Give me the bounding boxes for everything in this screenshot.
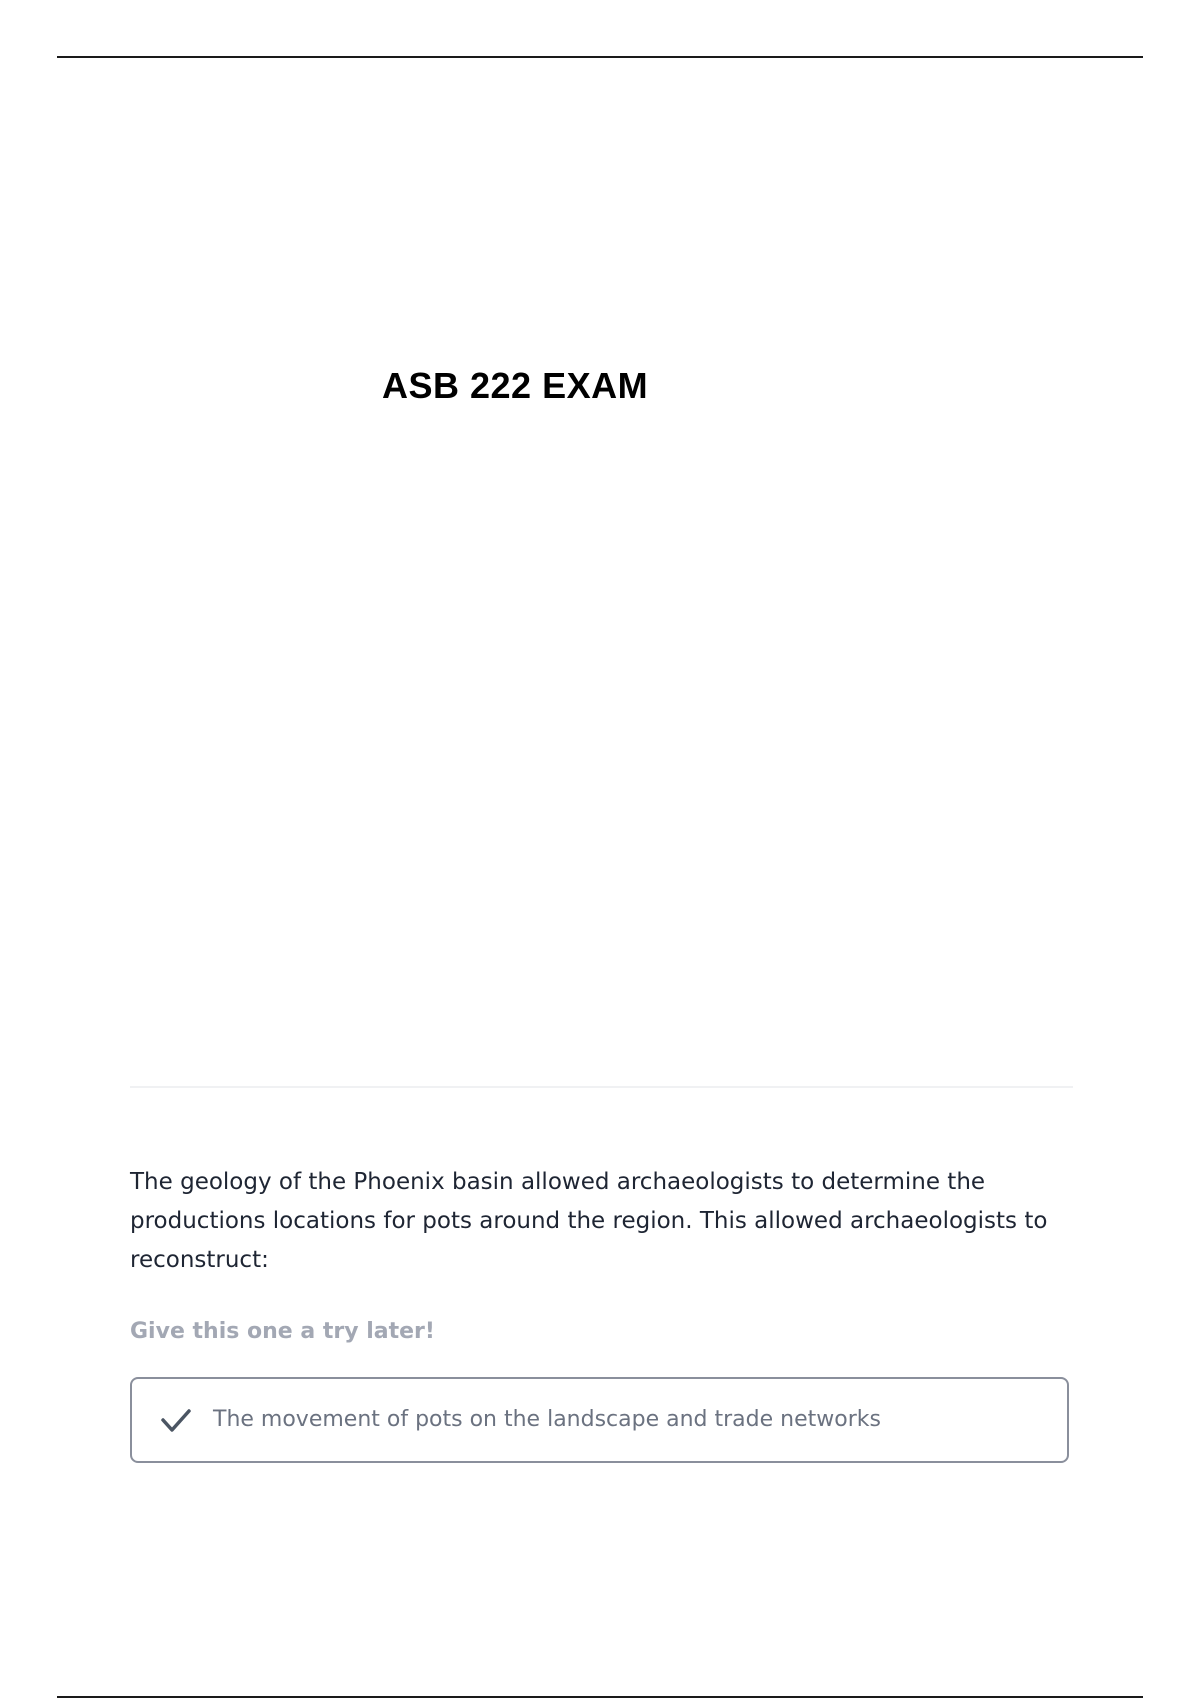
- try-later-label: Give this one a try later!: [130, 1319, 435, 1344]
- checkmark-icon: [159, 1403, 193, 1437]
- question-text: The geology of the Phoenix basin allowed archaeologists to determine the productions locations for pots around the region. This allowed archaeologists to reconstruct:: [130, 1169, 1048, 1273]
- answer-option[interactable]: [130, 1377, 1069, 1463]
- answer-text: The movement of pots on the landscape and trade networks: [213, 1406, 881, 1432]
- page-bottom-rule: [57, 1696, 1143, 1698]
- exam-title: ASB 222 EXAM: [382, 365, 649, 406]
- page-top-rule: [57, 56, 1143, 58]
- card-divider: [130, 1086, 1073, 1088]
